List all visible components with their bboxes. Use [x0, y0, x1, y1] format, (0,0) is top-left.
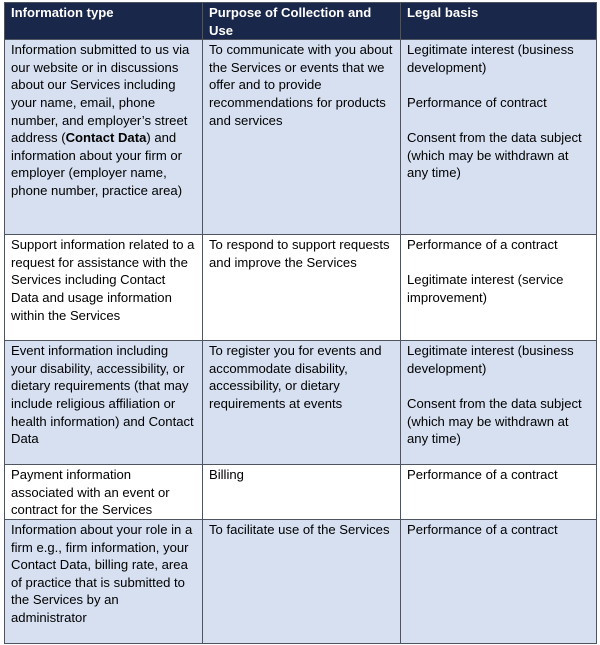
- table-row: [5, 465, 597, 520]
- legal-basis-cell: [401, 519, 597, 643]
- purpose-text: To facilitate use of the Services: [209, 521, 390, 537]
- legal-basis-item: Consent from the data subject (which may be withdrawn at any time): [407, 395, 582, 447]
- table-row: [5, 235, 597, 341]
- information-type-text: Information submitted to us via our website or in discussions about our Services including your name, email, phone number, and employer’s street address (: [11, 42, 190, 146]
- legal-basis-item: Performance of a contract: [407, 467, 558, 483]
- purpose-text: To respond to support requests and improve the Services: [209, 237, 390, 270]
- information-type-cell: [5, 40, 203, 235]
- legal-basis-item: Legitimate interest (service improvement): [407, 272, 564, 305]
- purpose-text: To register you for events and accommodate disability, accessibility, or dietary requirements at events: [209, 343, 382, 411]
- legal-basis-item: Performance of contract: [407, 94, 547, 110]
- purpose-cell: [203, 40, 401, 235]
- legal-basis-cell: [401, 235, 597, 341]
- information-type-text: Event information including your disability, accessibility, or dietary requirements (that may include religious affiliation or health information) and Contact Data: [11, 343, 194, 447]
- header-purpose: Purpose of Collection and Use: [203, 3, 401, 40]
- table-row: [5, 40, 597, 235]
- information-type-cell: [5, 341, 203, 465]
- legal-basis-cell: [401, 465, 597, 520]
- contact-data-term: Contact Data: [65, 130, 147, 146]
- legal-basis-cell: [401, 341, 597, 465]
- header-information-type: Information type: [5, 3, 203, 40]
- legal-basis-item: Performance of a contract: [407, 521, 558, 537]
- information-table: [4, 2, 597, 644]
- legal-basis-cell: [401, 40, 597, 235]
- data-table-container: [4, 2, 596, 644]
- legal-basis-item: Consent from the data subject (which may be withdrawn at any time): [407, 130, 582, 181]
- legal-basis-item: Legitimate interest (business development): [407, 343, 574, 376]
- information-type-text: Support information related to a request for assistance with the Services including Contact Data and usage information within the Services: [11, 237, 195, 323]
- legal-basis-item: Legitimate interest (business development): [407, 42, 574, 75]
- information-type-cell: [5, 519, 203, 643]
- purpose-cell: [203, 465, 401, 520]
- header-legal-basis: Legal basis: [401, 3, 597, 40]
- purpose-cell: [203, 235, 401, 341]
- purpose-text: To communicate with you about the Services or events that we offer and to provide recommendations for products and services: [209, 42, 393, 128]
- information-type-cell: [5, 235, 203, 341]
- table-row: [5, 341, 597, 465]
- information-type-text: Payment information associated with an event or contract for the Services: [11, 467, 170, 518]
- purpose-cell: [203, 519, 401, 643]
- information-type-text: Information about your role in a firm e.g., firm information, your Contact Data, billing rate, area of practice that is submitted to the Services by an administrator: [11, 521, 193, 625]
- legal-basis-item: Performance of a contract: [407, 237, 558, 253]
- information-type-cell: [5, 465, 203, 520]
- purpose-text: Billing: [209, 467, 244, 483]
- information-type-text-continued: ) and information about your firm or employer (employer name, phone number, practice area): [11, 130, 183, 198]
- purpose-cell: [203, 341, 401, 465]
- header-row: [5, 3, 597, 40]
- table-row: [5, 519, 597, 643]
